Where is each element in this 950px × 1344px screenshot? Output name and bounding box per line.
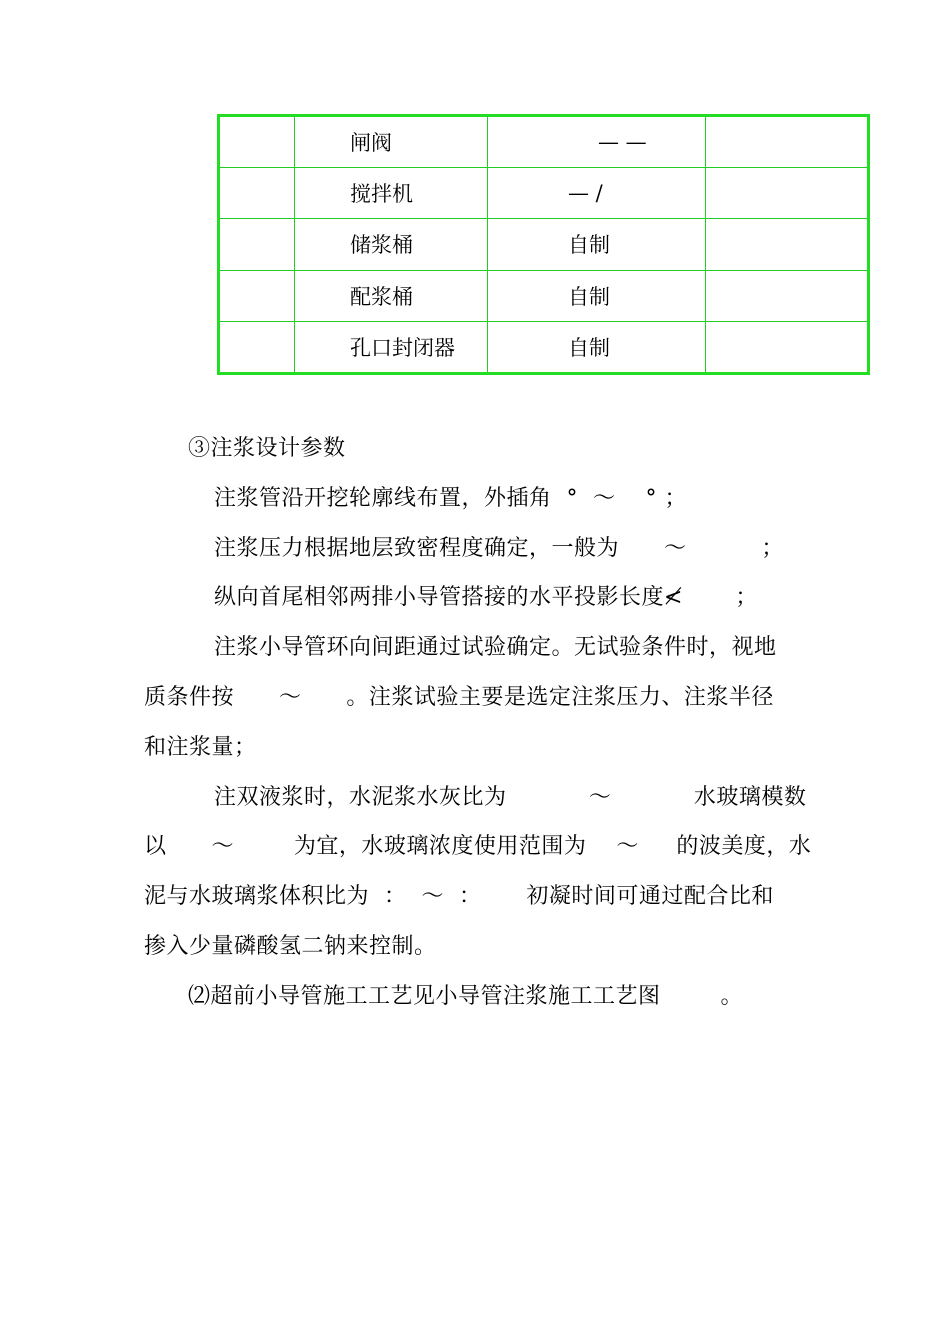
equipment-table <box>217 114 870 375</box>
table-cell-note <box>706 322 869 374</box>
paragraph-dual-grout-line2: 以 ～ 为宜，水玻璃浓度使用范围为 ～ 的波美度，水 <box>144 834 812 859</box>
table-cell-note <box>706 167 869 219</box>
table-cell-index <box>219 167 295 219</box>
table-cell-name: 闸阀 <box>295 116 488 168</box>
table-cell-spec: 自制 <box>488 219 706 271</box>
table-row <box>219 116 869 168</box>
paragraph-dual-grout-line1: 注双液浆时，水泥浆水灰比为 ～ 水玻璃模数 <box>214 785 807 810</box>
paragraph-overlap-length: 纵向首尾相邻两排小导管搭接的水平投影长度≮ ； <box>214 585 758 610</box>
table-cell-index <box>219 219 295 271</box>
table-cell-index <box>219 270 295 322</box>
table-cell-name: 配浆桶 <box>295 270 488 322</box>
table-cell-note <box>706 270 869 322</box>
table-row <box>219 270 869 322</box>
paragraph-insertion-angle: 注浆管沿开挖轮廓线布置，外插角 ° ～ ° ； <box>214 486 687 511</box>
paragraph-spacing-line3: 和注浆量； <box>144 735 257 760</box>
table-row <box>219 322 869 374</box>
table-cell-note <box>706 219 869 271</box>
paragraph-spacing-line2: 质条件按 ～ 。注浆试验主要是选定注浆压力、注浆半径 <box>144 685 774 710</box>
paragraph-spacing-line1: 注浆小导管环向间距通过试验确定。无试验条件时，视地 <box>214 635 777 660</box>
table-row <box>219 219 869 271</box>
table-cell-index <box>219 116 295 168</box>
paragraph-dual-grout-line4: 掺入少量磷酸氢二钠来控制。 <box>144 934 437 959</box>
table-row <box>219 167 869 219</box>
paragraph-dual-grout-line3: 泥与水玻璃浆体积比为 ： ～ ： 初凝时间可通过配合比和 <box>144 884 774 909</box>
table-cell-spec: — / <box>488 167 706 219</box>
table-cell-name: 孔口封闭器 <box>295 322 488 374</box>
table-cell-name: 搅拌机 <box>295 167 488 219</box>
paragraph-process-reference: ⑵超前小导管施工工艺见小导管注浆施工工艺图 。 <box>188 984 743 1009</box>
section-heading: ③注浆设计参数 <box>188 436 346 461</box>
table-cell-name: 储浆桶 <box>295 219 488 271</box>
table-cell-spec: 自制 <box>488 322 706 374</box>
table-cell-spec: — — <box>488 116 706 168</box>
paragraph-grouting-pressure: 注浆压力根据地层致密程度确定，一般为 ～ ； <box>214 536 784 561</box>
table-cell-index <box>219 322 295 374</box>
table-cell-spec: 自制 <box>488 270 706 322</box>
table-cell-note <box>706 116 869 168</box>
